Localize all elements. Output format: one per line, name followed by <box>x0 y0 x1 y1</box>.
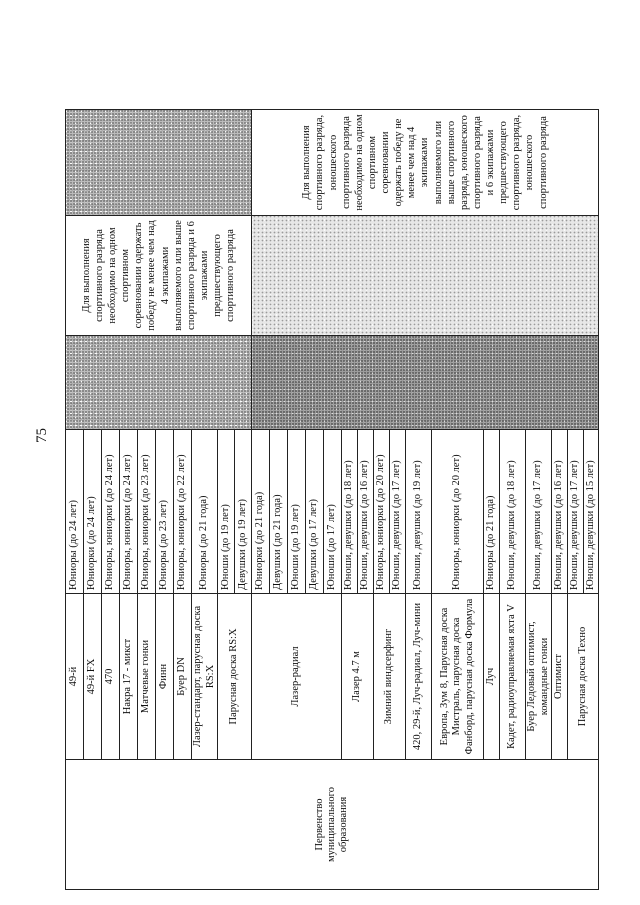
discipline-cell: Кадет, радиоуправляемая яхта V <box>500 594 526 760</box>
discipline-cell: Буер Ледовый оптимист, командные гонки <box>526 594 552 760</box>
requirement-cell-1 <box>66 216 252 336</box>
category-cell: Юниорки (до 21 года) <box>252 430 270 594</box>
category-cell: Юноши (до 17 лет) <box>324 430 342 594</box>
category-cell: Девушки (до 19 лет) <box>235 430 252 594</box>
discipline-cell: Европа, Зум 8, Парусная доска Мистраль, парусная доска Фанборд, парусная доска Формула <box>432 594 484 760</box>
discipline-cell: 49-й <box>66 594 84 760</box>
category-cell: Юноши (до 19 лет) <box>218 430 235 594</box>
category-cell: Юноши, девушки (до 18 лет) <box>500 430 526 594</box>
shaded-cell <box>66 110 252 216</box>
category-cell: Юниоры, юниорки (до 20 лет) <box>432 430 484 594</box>
category-cell: Юниоры, юниорки (до 24 лет) <box>120 430 138 594</box>
discipline-cell: Лазер-радиал <box>252 594 342 760</box>
category-cell: Юниоры (до 23 лет) <box>156 430 174 594</box>
requirement-text-1: Для выполнения спортивного разряда необходимо на одном спортивном соревновании одержать победу не менее чем над 4 экипажами выполняемого или выше спортивного разряда и 6 экипажами предшествующего спортивного разряда <box>80 220 237 331</box>
category-cell: Юниоры, юниорки (до 20 лет) <box>374 430 390 594</box>
category-cell: Юниоры, юниорки (до 22 лет) <box>174 430 192 594</box>
discipline-cell: Зимний виндсерфинг <box>374 594 406 760</box>
discipline-cell: Парусная доска Техно <box>568 594 599 760</box>
category-cell: Юноши, девушки (до 19 лет) <box>406 430 432 594</box>
discipline-cell: Матчевые гонки <box>138 594 156 760</box>
discipline-cell: Лазер 4.7 м <box>342 594 374 760</box>
category-cell: Юниоры (до 21 года) <box>484 430 500 594</box>
shaded-cell <box>252 216 599 336</box>
requirement-cell-2 <box>252 110 599 216</box>
category-cell: Юниоры (до 24 лет) <box>66 430 84 594</box>
discipline-cell: Финн <box>156 594 174 760</box>
municipality-cell <box>66 760 599 890</box>
category-cell: Юноши (до 19 лет) <box>288 430 306 594</box>
category-cell: Юноши, девушки (до 16 лет) <box>552 430 568 594</box>
discipline-cell: Парусная доска RS:X <box>218 594 252 760</box>
category-cell: Юниоры, юниорки (до 24 лет) <box>102 430 120 594</box>
category-cell: Юноши, девушки (до 17 лет) <box>526 430 552 594</box>
discipline-cell: 470 <box>102 594 120 760</box>
discipline-cell: Буер DN <box>174 594 192 760</box>
category-cell: Юниоры (до 21 года) <box>192 430 218 594</box>
category-cell: Юниорки (до 24 лет) <box>84 430 102 594</box>
page-number: 75 <box>34 428 50 443</box>
category-cell: Юноши, девушки (до 17 лет) <box>390 430 406 594</box>
municipality-label: Первенство муниципального образования <box>313 787 350 862</box>
shaded-cell <box>66 336 252 430</box>
discipline-cell: Накра 17 - микст <box>120 594 138 760</box>
category-cell: Юноши, девушки (до 16 лет) <box>358 430 374 594</box>
category-cell: Юноши, девушки (до 17 лет) <box>568 430 584 594</box>
shaded-cell <box>252 336 599 430</box>
discipline-cell: Оптимист <box>552 594 568 760</box>
category-cell: Юноши, девушки (до 15 лет) <box>584 430 599 594</box>
requirement-text-2: Для выполнения спортивного разряда, юношеского спортивного разряда необходимо на одном спортивном соревновании одержать победу не менее чем над 4 экипажами выполняемого или выше спортивного разряда, юношеского спортивного разряда и 6 экипажами предшествующего спортивного разряда, юношеского спортивного разряда <box>301 114 549 211</box>
discipline-cell: 420, 29-й, Луч-радиал, Луч-мини <box>406 594 432 760</box>
category-cell: Юноши, девушки (до 18 лет) <box>342 430 358 594</box>
category-cell: Девушки (до 17 лет) <box>306 430 324 594</box>
discipline-cell: 49-й FX <box>84 594 102 760</box>
discipline-cell: Луч <box>484 594 500 760</box>
rotated-table-wrapper <box>65 110 596 890</box>
discipline-cell: Лазер-стандарт, парусная доска RS:X <box>192 594 218 760</box>
sport-rank-table <box>65 109 599 890</box>
category-cell: Юниоры, юниорки (до 23 лет) <box>138 430 156 594</box>
category-cell: Девушки (до 21 года) <box>270 430 288 594</box>
